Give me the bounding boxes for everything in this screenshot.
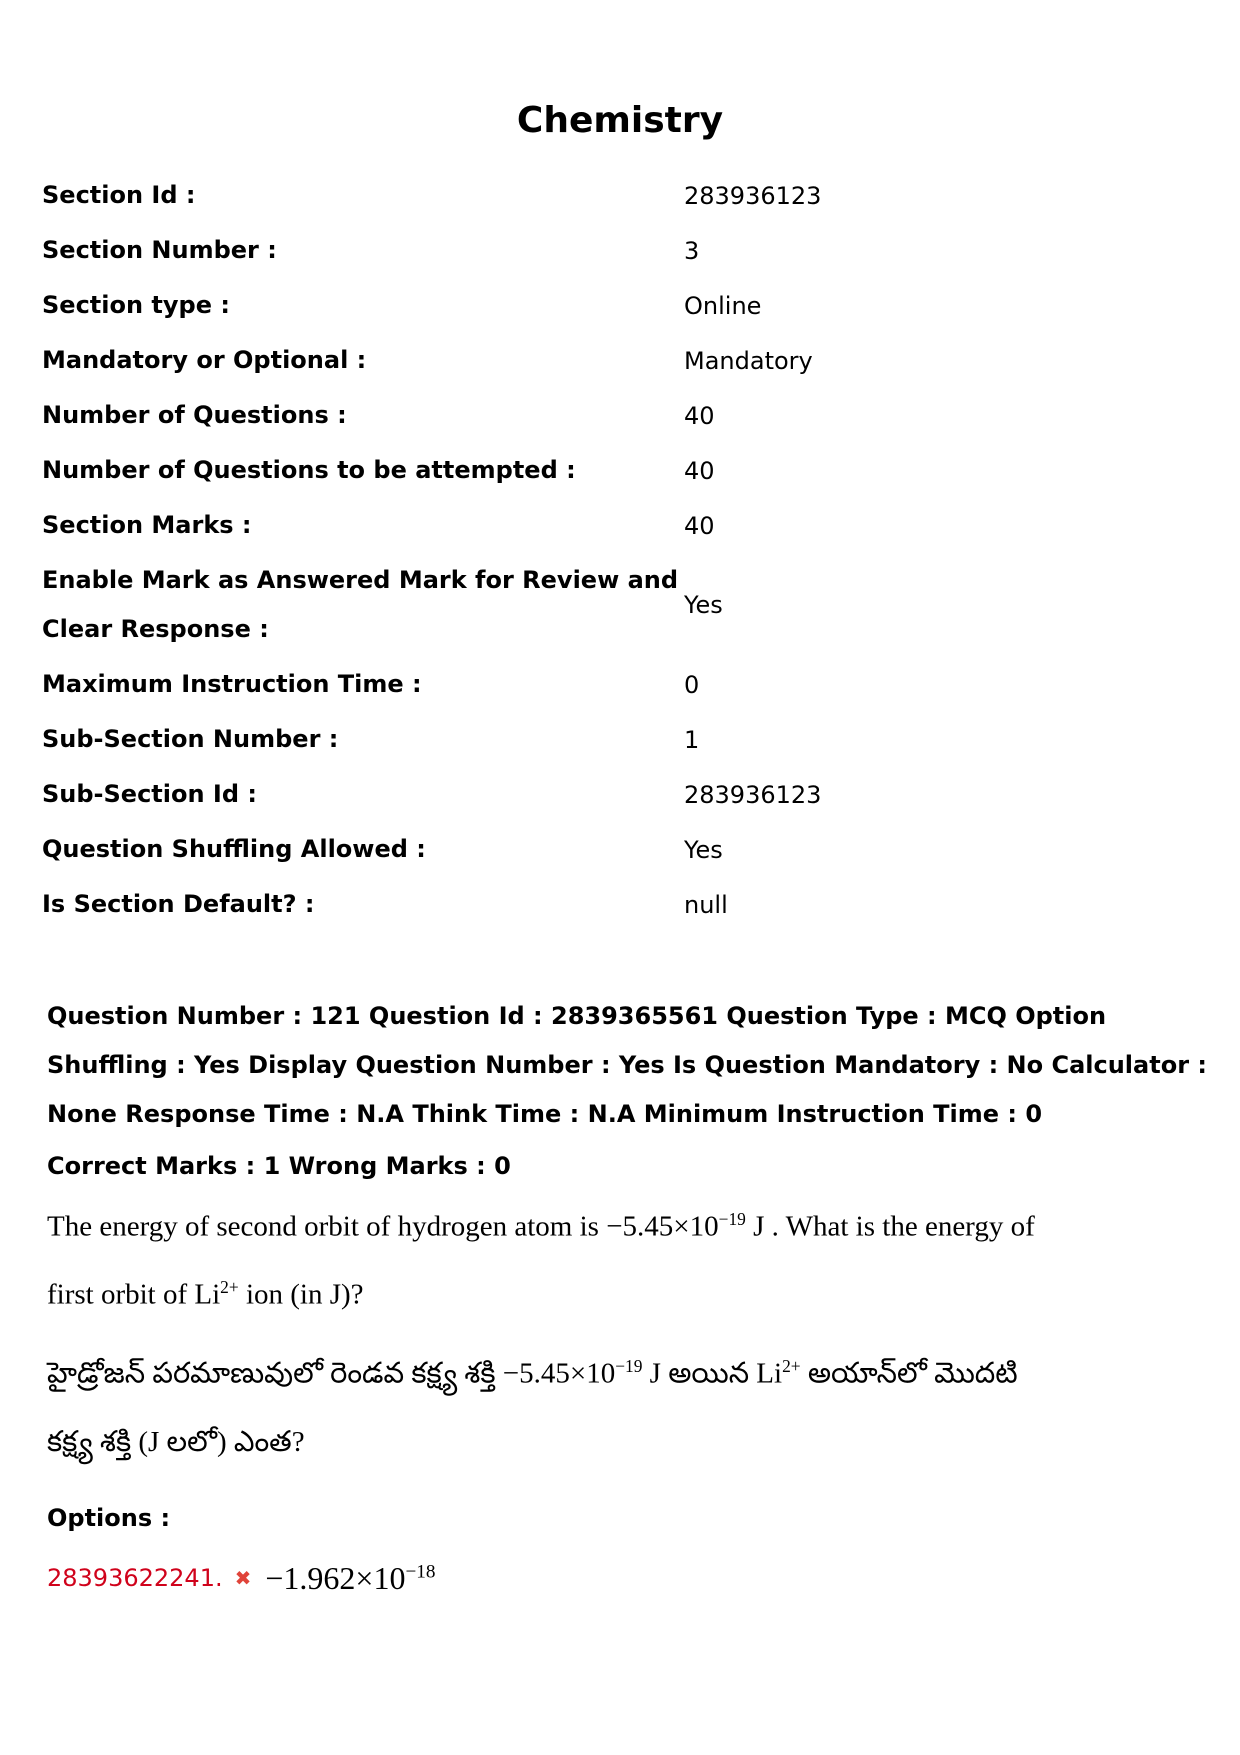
- option-id: 28393622241.: [47, 1564, 223, 1593]
- info-value: Yes: [684, 591, 723, 619]
- info-label: Section Marks :: [42, 511, 252, 539]
- info-row: [42, 223, 1202, 278]
- question-meta: Question Number : 121 Question Id : 2839365561 Question Type : MCQ Option Shuffling : Yes Display Question Number : Yes Is Question Mandatory : No Calculator : None Response Time : N.A Think Time : N.A Minimum Instruction Time : 0: [47, 1002, 1207, 1128]
- info-label: Number of Questions to be attempted :: [42, 456, 576, 484]
- info-label: Sub-Section Number :: [42, 725, 339, 753]
- question-block: [47, 992, 1207, 1597]
- info-value: 40: [684, 511, 715, 540]
- info-value: Online: [684, 291, 762, 320]
- info-label: Is Section Default? :: [42, 890, 315, 918]
- question-text: [47, 1201, 1207, 1460]
- info-row: [42, 657, 1202, 712]
- info-label: Question Shuffling Allowed :: [42, 835, 426, 863]
- info-label: Section Number :: [42, 236, 277, 264]
- info-label: Enable Mark as Answered Mark for Review and Clear Response :: [42, 566, 679, 643]
- info-row: [42, 822, 1202, 877]
- info-row: [42, 712, 1202, 767]
- info-label: Maximum Instruction Time :: [42, 670, 422, 698]
- info-label: Section type :: [42, 291, 230, 319]
- info-value: 40: [684, 456, 715, 485]
- info-label: Sub-Section Id :: [42, 780, 257, 808]
- info-row: [42, 278, 1202, 333]
- info-row: [42, 168, 1202, 223]
- option-item: [47, 1560, 1207, 1597]
- question-english-line-2: first orbit of $Li^{2+}$ ion (in J)?: [47, 1276, 364, 1311]
- question-english-line-1: The energy of second orbit of hydrogen atom is $-5.45\times 10^{-19}$ J . What is the energy of: [47, 1209, 1035, 1243]
- info-value: 283936123: [684, 780, 822, 809]
- info-value: Yes: [684, 835, 723, 864]
- page-title: Chemistry: [516, 100, 724, 141]
- info-value: 40: [684, 401, 715, 430]
- question-telugu-line-1: హైడ్రోజన్ పరమాణువులో రెండవ కక్ష్య శక్తి $-5.45\times 10^{-19}$ J అయిన $Li^{2+}$ అయాన్‌లో మొదటి: [47, 1356, 1018, 1390]
- info-label: Mandatory or Optional :: [42, 346, 367, 374]
- option-value: $-1.962\times 10^{-18}$: [265, 1559, 436, 1596]
- info-value: null: [684, 890, 728, 919]
- info-value: Mandatory: [684, 346, 813, 375]
- info-value: 0: [684, 670, 700, 699]
- info-row: [42, 333, 1202, 388]
- question-marks: Correct Marks : 1 Wrong Marks : 0: [47, 1152, 511, 1180]
- cross-icon: ✖: [234, 1566, 252, 1591]
- info-row: [42, 877, 1202, 932]
- info-row: [42, 388, 1202, 443]
- section-info-table: [42, 168, 1202, 932]
- info-value: 3: [684, 236, 700, 265]
- options-label: Options :: [47, 1503, 171, 1532]
- info-row: [42, 553, 1202, 657]
- info-value: 283936123: [684, 181, 822, 210]
- info-row: [42, 767, 1202, 822]
- info-label: Section Id :: [42, 181, 196, 209]
- info-row: [42, 443, 1202, 498]
- question-telugu-line-2: కక్ష్య శక్తి (J లలో) ఎంత?: [47, 1425, 305, 1458]
- info-value: 1: [684, 725, 700, 754]
- info-row: [42, 498, 1202, 553]
- info-label: Number of Questions :: [42, 401, 347, 429]
